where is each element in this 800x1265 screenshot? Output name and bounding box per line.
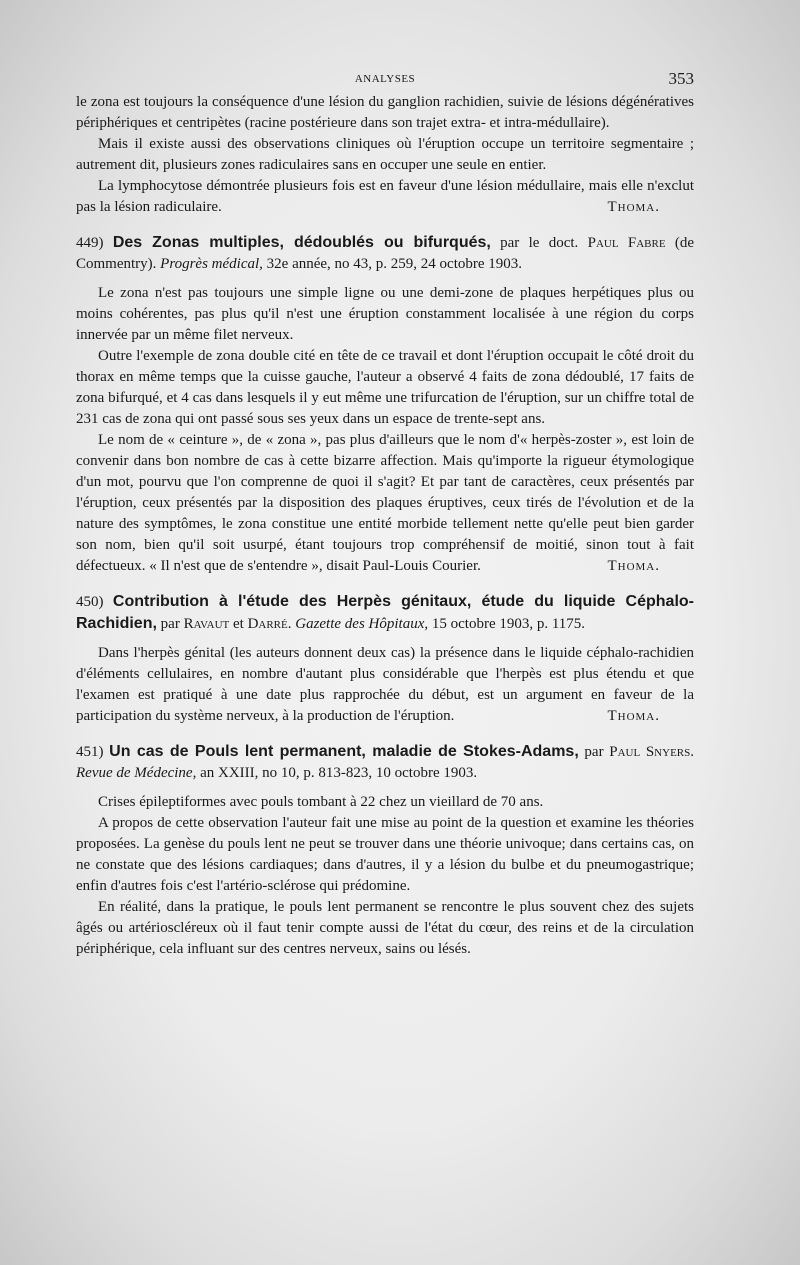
entry-paragraph: En réalité, dans la pratique, le pouls lent permanent se rencontre le plus souvent chez des sujets âgés ou artérioscléreux où il faut tenir compte aussi de l'état du cœur, des reins et de la circulation périphérique, cela influant sur des centres nerveux, sains ou lésés. xyxy=(76,899,694,957)
entry-paragraph: Le nom de « ceinture », de « zona », pas plus d'ailleurs que le nom d'« herpès-zoster », est loin de convenir dans bon nombre de cas à cette bizarre affection. Mais qu'importe la rigueur étymologique d'un mot, pourvu que l'on comprenne de quoi il s'agit? Et par tant de caractères, ceux présentés par l'éruption, ceux présentés par la disposition des plaques éruptives, ceux tirés de l'évolution et de la nature des symptômes, le zona constitue une entité morbide tellement nette qu'elle peut bien garder son nom, bien qu'il soit usurpé, étant toujours trop compréhensif de moitié, sinon tout à fait défectueux. « Il n'est que de s'entendre », disait Paul-Louis Courier. Thoma. xyxy=(76,430,694,577)
intro-paragraph-2: Mais il existe aussi des observations cliniques où l'éruption occupe un territoire segmentaire ; autrement dit, plusieurs zones radiculaires sans en occuper une seule en entier. xyxy=(76,136,694,173)
entry-paragraph: Outre l'exemple de zona double cité en tête de ce travail et dont l'éruption occupait le côté droit du thorax en même temps que la cuisse gauche, l'auteur a observé 4 faits de zona dédoublé, 17 faits de zona bifurqué, et 4 cas dans lesquels il y eut même une trifurcation de l'éruption, sur un chiffre total de 231 cas de zona qui ont passé sous ses yeux dans un espace de trente-sept ans. xyxy=(76,348,694,427)
entry-number: 450) xyxy=(76,594,104,610)
entry-citation: an XXIII, no 10, p. 813-823, 10 octobre 1903. xyxy=(196,765,478,781)
entry-heading: 450) Contribution à l'étude des Herpès génitaux, étude du liquide Céphalo-Rachidien, par Ravaut et Darré. Gazette des Hôpitaux, 15 octobre 1903, p. 1175. xyxy=(76,593,694,632)
entry-author: Paul Fabre xyxy=(587,235,666,251)
entry-heading: 449) Des Zonas multiples, dédoublés ou bifurqués, par le doct. Paul Fabre (de Commentry). Progrès médical, 32e année, no 43, p. 259, 24 octobre 1903. xyxy=(76,234,695,272)
entry-paragraph: Dans l'herpès génital (les auteurs donnent deux cas) la présence dans le liquide céphalo-rachidien d'éléments cellulaires, en nombre d'autant plus considérable que l'herpès est plus étendu et que l'examen est pratiqué à une date plus rapprochée du début, est un argument en faveur de la participation du système nerveux, à la production de l'éruption. Thoma. xyxy=(76,643,694,727)
page-header xyxy=(76,66,694,92)
entry-paragraph: Crises épileptiformes avec pouls tombant à 22 chez un vieillard de 70 ans. xyxy=(98,794,544,810)
intro-paragraph-3: La lymphocytose démontrée plusieurs fois est en faveur d'une lésion médullaire, mais elle n'exclut pas la lésion radiculaire. Thoma. xyxy=(76,176,694,218)
entry-paragraph: Le zona n'est pas toujours une simple ligne ou une demi-zone de plaques herpétiques plus ou moins cohérentes, pas plus qu'il n'est une éruption constamment localisée à une région du corps innervée par un même filet nerveux. xyxy=(76,285,694,343)
abstract-entry-449 xyxy=(76,232,694,577)
entry-number: 451) xyxy=(76,744,104,760)
entry-title: Contribution à l'étude des Herpès génitaux, étude du liquide Céphalo-Rachidien, xyxy=(76,593,694,632)
entry-citation: 32e année, no 43, p. 259, 24 octobre 1903. xyxy=(262,256,523,272)
entry-title: Un cas de Pouls lent permanent, maladie de Stokes-Adams, xyxy=(109,743,579,760)
abstract-entry-451 xyxy=(76,741,694,960)
abstract-entry-450 xyxy=(76,591,694,727)
page-number: 353 xyxy=(668,69,694,88)
entry-author-2: Darré. xyxy=(247,616,292,632)
signature: Thoma. xyxy=(607,558,660,574)
entry-author: Paul Snyers. xyxy=(609,744,694,760)
signature: Thoma. xyxy=(607,708,660,724)
entry-title: Des Zonas multiples, dédoublés ou bifurqués, xyxy=(112,234,491,251)
entry-journal: Gazette des Hôpitaux, xyxy=(295,616,429,632)
entry-journal: Progrès médical, xyxy=(160,256,263,272)
intro-section xyxy=(76,92,694,218)
intro-paragraph-1: le zona est toujours la conséquence d'une lésion du ganglion rachidien, suivie de lésions dégénératives périphériques et centripètes (racine postérieure dans son trajet extra- et intra-médullaire). xyxy=(76,94,694,131)
entry-number: 449) xyxy=(76,235,104,251)
entry-citation: 15 octobre 1903, p. 1175. xyxy=(428,616,586,632)
entry-heading: 451) Un cas de Pouls lent permanent, maladie de Stokes-Adams, par Paul Snyers. Revue de Médecine, an XXIII, no 10, p. 813-823, 10 octobre 1903. xyxy=(76,743,694,781)
signature: Thoma. xyxy=(607,199,660,215)
entry-paragraph: A propos de cette observation l'auteur fait une mise au point de la question et examine les théories proposées. La genèse du pouls lent ne peut se trouver dans une théorie univoque; dans certains cas, on ne constate que des lésions cardiaques; dans d'autres, il y a lésion du bulbe et du pneumogastrique; enfin d'autres fois c'est l'artério-sclérose qui prédomine. xyxy=(76,815,694,894)
running-head: ANALYSES xyxy=(354,73,416,85)
entry-journal: Revue de Médecine, xyxy=(76,765,197,781)
entry-author: Ravaut xyxy=(183,616,230,632)
document-page xyxy=(76,66,694,960)
